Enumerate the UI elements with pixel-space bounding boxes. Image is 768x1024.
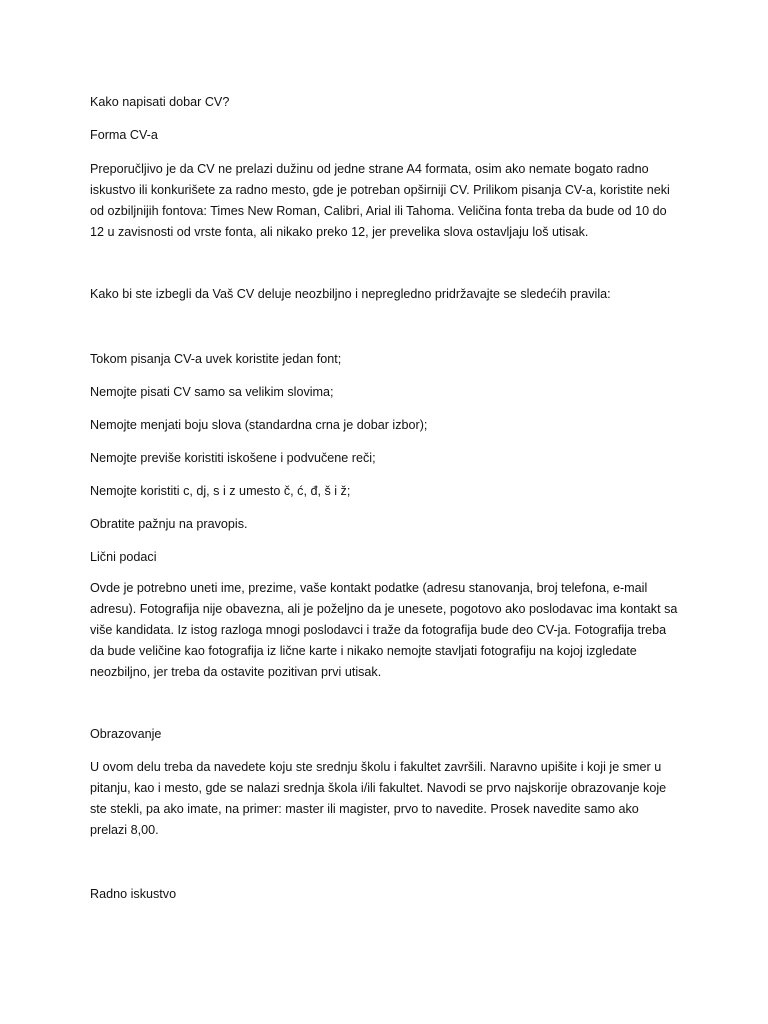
paragraph-line: od ozbiljnijih fontova: Times New Roman, Calibri, Arial ili Tahoma. Veličina fonta treba da bude od 10 do (90, 204, 667, 218)
section-heading-radno-iskustvo: Radno iskustvo (90, 887, 177, 901)
paragraph-line: Preporučljivo je da CV ne prelazi dužinu od jedne strane A4 formata, osim ako nemate bogato radno (90, 162, 649, 176)
paragraph-line: neozbiljno, jer treba da ostavite pozitivan prvi utisak. (90, 665, 382, 679)
paragraph-licni-podaci (90, 578, 690, 683)
paragraph-line: iskustvo ili konkurišete za radno mesto, gde je potreban opširniji CV. Prilikom pisanja CV-a, koristite neki (90, 183, 670, 197)
paragraph-line: više kandidata. Iz istog razloga mnogi poslodavci i traže da fotografija bude deo CV-ja. Fotografija treba (90, 623, 667, 637)
rule-item: Tokom pisanja CV-a uvek koristite jedan font; (90, 352, 342, 366)
section-heading-forma: Forma CV-a (90, 128, 158, 142)
rule-item: Obratite pažnju na pravopis. (90, 517, 248, 531)
rule-item: Nemojte menjati boju slova (standardna crna je dobar izbor); (90, 418, 428, 432)
rules-intro: Kako bi ste izbegli da Vaš CV deluje neozbiljno i nepregledno pridržavajte se sledećih pravila: (90, 287, 611, 301)
paragraph-line: prelazi 8,00. (90, 823, 159, 837)
paragraph-forma (90, 159, 690, 243)
paragraph-line: pitanju, kao i mesto, gde se nalazi srednja škola i/ili fakultet. Navodi se prvo najskorije obrazovanje koje (90, 781, 667, 795)
rule-item: Nemojte pisati CV samo sa velikim slovima; (90, 385, 334, 399)
paragraph-line: da bude veličine kao fotografija iz lične karte i nikako nemojte stavljati fotografiju na kojoj izgledate (90, 644, 637, 658)
rule-item: Nemojte previše koristiti iskošene i podvučene reči; (90, 451, 376, 465)
paragraph-obrazovanje (90, 757, 690, 841)
section-heading-licni-podaci: Lični podaci (90, 550, 157, 564)
paragraph-line: ste stekli, pa ako imate, na primer: master ili magister, prvo to navedite. Prosek navedite samo ako (90, 802, 639, 816)
section-heading-obrazovanje: Obrazovanje (90, 727, 162, 741)
paragraph-line: 12 u zavisnosti od vrste fonta, ali nikako preko 12, jer prevelika slova ostavljaju loš utisak. (90, 225, 589, 239)
paragraph-line: Ovde je potrebno uneti ime, prezime, vaše kontakt podatke (adresu stanovanja, broj telefona, e-mail (90, 581, 648, 595)
paragraph-line: U ovom delu treba da navedete koju ste srednju školu i fakultet završili. Naravno upišite i koji je smer u (90, 760, 662, 774)
document-title: Kako napisati dobar CV? (90, 95, 230, 109)
paragraph-line: adresu). Fotografija nije obavezna, ali je poželjno da je unesete, pogotovo ako poslodavac ima kontakt sa (90, 602, 678, 616)
rule-item: Nemojte koristiti c, dj, s i z umesto č, ć, đ, š i ž; (90, 484, 351, 498)
